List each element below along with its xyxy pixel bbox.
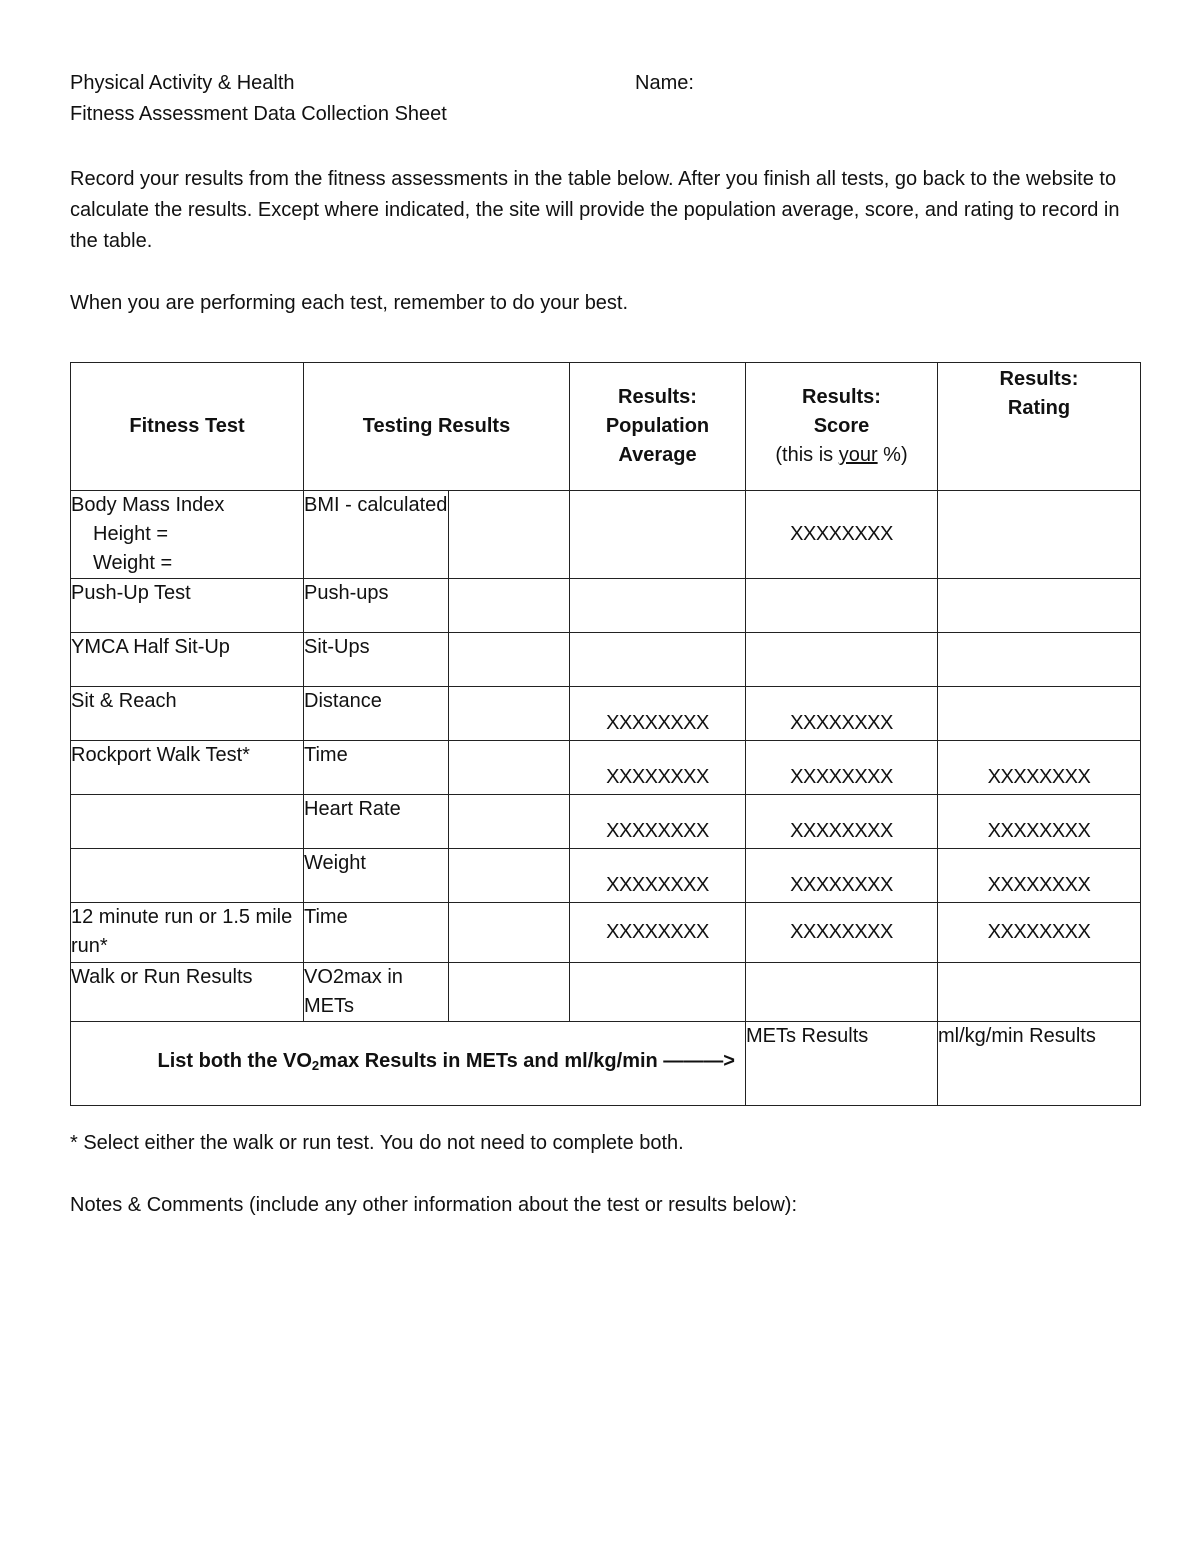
rating-placeholder: XXXXXXXX	[938, 741, 1141, 795]
table-row	[71, 741, 1141, 795]
table-row	[71, 795, 1141, 849]
result-input-cell[interactable]	[449, 491, 570, 579]
header-pop-line2: Population	[605, 415, 710, 437]
header-score-line2: Score	[813, 415, 870, 437]
result-input-cell[interactable]	[449, 849, 570, 903]
footnote: * Select either the walk or run test. You do not need to complete both.	[70, 1132, 684, 1154]
header-score-post: %)	[877, 444, 908, 466]
result-input-cell[interactable]	[449, 903, 570, 963]
rating-placeholder: XXXXXXXX	[938, 849, 1141, 903]
test-name: Rockport Walk Test*	[71, 741, 304, 795]
vo2max-instruction-prefix: List both the VO	[157, 1050, 312, 1072]
rating-cell[interactable]	[938, 491, 1141, 579]
mlkg-results-label: ml/kg/min Results	[938, 1025, 1096, 1047]
table-row	[71, 491, 1141, 579]
header-score-your: your	[838, 444, 878, 466]
mlkg-results-cell[interactable]	[938, 1022, 1141, 1106]
rating-placeholder: XXXXXXXX	[938, 903, 1141, 963]
test-name: Walk or Run Results	[71, 963, 304, 1022]
table-row	[71, 579, 1141, 633]
result-input-cell[interactable]	[449, 633, 570, 687]
test-name	[71, 849, 304, 903]
test-name: Body Mass Index	[71, 494, 225, 516]
vo2max-list-row	[71, 1022, 1141, 1106]
result-input-cell[interactable]	[449, 687, 570, 741]
instructions-paragraph: Record your results from the fitness assessments in the table below. After you finish all tests, go back to the website to calculate the results. Except where indicated, the site will provide the population average, score, and rating to record in the table.	[70, 168, 1120, 252]
header-rating	[938, 363, 1141, 491]
fitness-results-table	[70, 362, 1141, 1106]
measure-cell: Weight	[304, 849, 449, 903]
rating-cell[interactable]	[938, 633, 1141, 687]
header-row	[71, 363, 1141, 491]
population-average-cell[interactable]	[570, 963, 746, 1022]
population-average-cell[interactable]	[570, 633, 746, 687]
table-row	[71, 903, 1141, 963]
mets-results-label: METs Results	[746, 1025, 869, 1047]
header-pop-line1: Results:	[618, 386, 697, 408]
notes-area[interactable]	[70, 1232, 1140, 1512]
test-name: Sit & Reach	[71, 687, 304, 741]
name-label: Name:	[635, 72, 694, 94]
score-placeholder: XXXXXXXX	[746, 795, 938, 849]
vo2max-instruction	[71, 1022, 746, 1106]
measure-cell: Sit-Ups	[304, 633, 449, 687]
vo2max-subscript: 2	[311, 1058, 320, 1073]
measure-cell: Time	[304, 741, 449, 795]
measure-cell: BMI - calculated	[304, 491, 449, 579]
header-score-pre: (this is	[775, 444, 839, 466]
test-name: 12 minute run or 1.5 mile run*	[71, 903, 304, 963]
score-placeholder: XXXXXXXX	[746, 741, 938, 795]
mets-results-cell[interactable]	[746, 1022, 938, 1106]
test-name: YMCA Half Sit-Up	[71, 633, 304, 687]
measure-cell: Push-ups	[304, 579, 449, 633]
header-rating-line1: Results:	[999, 368, 1079, 390]
measure-cell: VO2max in METs	[304, 963, 449, 1022]
header-pop-line3: Average	[618, 444, 697, 466]
sheet-title: Fitness Assessment Data Collection Sheet	[70, 103, 447, 125]
score-placeholder: XXXXXXXX	[746, 903, 938, 963]
measure-cell: Time	[304, 903, 449, 963]
rating-cell[interactable]	[938, 579, 1141, 633]
population-placeholder: XXXXXXXX	[570, 849, 746, 903]
score-placeholder: XXXXXXXX	[746, 687, 938, 741]
header-testing-results: Testing Results	[304, 363, 570, 491]
table-row	[71, 633, 1141, 687]
header-population-average	[570, 363, 746, 491]
table-row	[71, 687, 1141, 741]
population-placeholder: XXXXXXXX	[570, 687, 746, 741]
score-cell[interactable]	[746, 633, 938, 687]
population-placeholder: XXXXXXXX	[570, 903, 746, 963]
score-placeholder: XXXXXXXX	[746, 849, 938, 903]
reminder-text: When you are performing each test, remember to do your best.	[70, 292, 629, 314]
header-rating-line2: Rating	[1007, 397, 1071, 419]
result-input-cell[interactable]	[449, 741, 570, 795]
vo2max-instruction-suffix: max Results in METs and ml/kg/min ———>	[319, 1050, 735, 1072]
score-cell[interactable]	[746, 579, 938, 633]
test-name: Push-Up Test	[71, 579, 304, 633]
rating-placeholder: XXXXXXXX	[938, 795, 1141, 849]
height-label: Height =	[93, 523, 169, 545]
score-placeholder: XXXXXXXX	[746, 491, 938, 579]
notes-label: Notes & Comments (include any other information about the test or results below):	[70, 1194, 798, 1216]
measure-cell: Distance	[304, 687, 449, 741]
rating-cell[interactable]	[938, 963, 1141, 1022]
table-row	[71, 849, 1141, 903]
population-placeholder: XXXXXXXX	[570, 741, 746, 795]
header-score-line1: Results:	[802, 386, 881, 408]
rating-cell[interactable]	[938, 687, 1141, 741]
score-cell[interactable]	[746, 963, 938, 1022]
header-score-line3	[746, 441, 937, 470]
test-name	[71, 795, 304, 849]
course-title: Physical Activity & Health	[70, 72, 295, 94]
population-average-cell[interactable]	[570, 579, 746, 633]
result-input-cell[interactable]	[449, 963, 570, 1022]
table-row	[71, 963, 1141, 1022]
population-placeholder: XXXXXXXX	[570, 795, 746, 849]
population-average-cell[interactable]	[570, 491, 746, 579]
measure-cell: Heart Rate	[304, 795, 449, 849]
header-fitness-test: Fitness Test	[71, 363, 304, 491]
header-score	[746, 363, 938, 491]
weight-label: Weight =	[93, 552, 173, 574]
result-input-cell[interactable]	[449, 579, 570, 633]
test-name-cell	[71, 491, 304, 579]
result-input-cell[interactable]	[449, 795, 570, 849]
